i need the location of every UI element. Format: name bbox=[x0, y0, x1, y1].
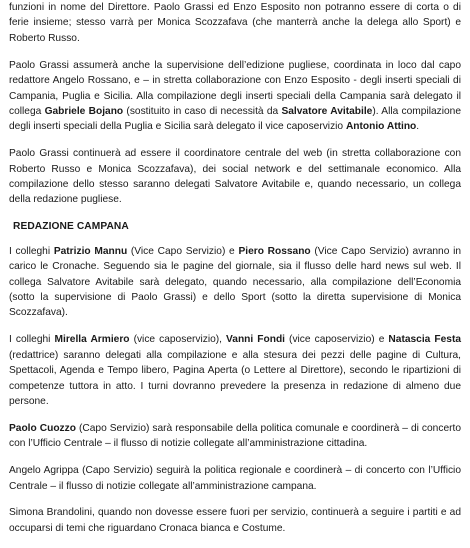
name-mirella-armiero: Mirella Armiero bbox=[54, 334, 130, 346]
text-run: (Capo Servizio) sarà responsabile della politica comunale e coordinerà – di concerto con l’Ufficio Centrale – il flusso di notizie collegate all’amministrazione cittadina. bbox=[9, 422, 461, 450]
text-run: (Vice Capo Servizio) e bbox=[127, 245, 239, 257]
name-piero-rossano: Piero Rossano bbox=[238, 245, 311, 257]
text-run: . bbox=[416, 121, 420, 133]
text-run: (redattrice) saranno delegati alla compilazione e alla stesura dei pezzi delle pagine di Cultura, Spettacoli, Agenda e Tempo libero, Pagina Aperta (o Lettere al Direttore), secondo le ripartizioni di competenze tuttora in atto. I turni dovranno prevedere la presenza in redazione di almeno due persone. bbox=[9, 349, 461, 407]
name-gabriele-bojano: Gabriele Bojano bbox=[44, 105, 124, 117]
text-run: Simona Brandolini, quando non dovesse essere fuori per servizio, continuerà a seguire i partiti e ad occuparsi di temi che riguardano Cronaca bianca e Costume. bbox=[9, 507, 461, 534]
name-antonio-attino: Antonio Attino bbox=[345, 121, 417, 133]
text-run: (vice caposervizio) e bbox=[285, 334, 389, 346]
text-run: (sostituito in caso di necessità da bbox=[123, 105, 282, 117]
text-run: Paolo Grassi assumerà anche la supervisione dell’edizione pugliese, coordinata in loco dal capo redattore Angelo Rossano, e – in stretta collaborazione con Enzo Esposito - degli inserti speciali di Campania, Puglia e Sicilia. Alla compilazione degli inserti speciali della Campania sarà delegato il collega bbox=[9, 59, 461, 117]
name-natascia-festa: Natascia Festa bbox=[388, 334, 461, 346]
name-patrizio-mannu: Patrizio Mannu bbox=[53, 245, 128, 257]
text-run: Paolo Grassi continuerà ad essere il coordinatore centrale del web (in stretta collaborazione con Roberto Russo e Monica Scozzafava), dei social network e del settimanale economico. Alla compilazione dello stesso saranno delegati Salvatore Avitabile e, quando necessario, un collega della redazione pugliese. bbox=[9, 148, 461, 206]
paragraph-coordinatore-web bbox=[9, 146, 461, 208]
paragraph-direttore-funzioni bbox=[9, 0, 461, 46]
text-run: (Vice Capo Servizio) avranno in carico le Cronache. Seguendo sia le pagine del giornale, sia il flusso delle hard news sul web. Il collega Salvatore Avitabile sarà delegato, quando necessario, alla compilazione dell’Economia (sotto la supervisione di Paolo Grassi) e dello Sport (sotto la diretta supervisione di Monica Scozzafava). bbox=[9, 245, 462, 319]
text-run: (vice caposervizio), bbox=[129, 334, 227, 346]
name-vanni-fondi: Vanni Fondi bbox=[226, 334, 285, 346]
paragraph-cultura-spettacoli bbox=[9, 332, 461, 409]
text-run: funzioni in nome del Direttore. Paolo Grassi ed Enzo Esposito non potranno essere di corta o di ferie insieme; stesso varrà per Monica Scozzafava (che manterrà anche la delega allo Sport) e Roberto Russo. bbox=[9, 2, 461, 44]
text-run: I colleghi bbox=[9, 334, 55, 346]
document-body bbox=[9, 0, 461, 548]
paragraph-cronache bbox=[9, 244, 461, 321]
text-run: ). Alla compilazione degli inserti speciali della Puglia e Sicilia sarà delegato il vice caposervizio bbox=[9, 105, 461, 133]
text-run: I colleghi bbox=[9, 245, 54, 257]
paragraph-politica-comunale bbox=[9, 421, 461, 452]
section-heading-redazione-campana: REDAZIONE CAMPANA bbox=[13, 221, 129, 233]
paragraph-supervisione-pugliese bbox=[9, 58, 461, 135]
text-run: Angelo Agrippa (Capo Servizio) seguirà la politica regionale e coordinerà – di concerto con l’Ufficio Centrale – il flusso di notizie collegate all’amministrazione campana. bbox=[9, 465, 461, 492]
name-paolo-cuozzo: Paolo Cuozzo bbox=[9, 422, 76, 434]
name-salvatore-avitabile: Salvatore Avitabile bbox=[281, 105, 373, 117]
paragraph-politica-regionale bbox=[9, 463, 461, 494]
paragraph-partiti-costume bbox=[9, 505, 461, 536]
